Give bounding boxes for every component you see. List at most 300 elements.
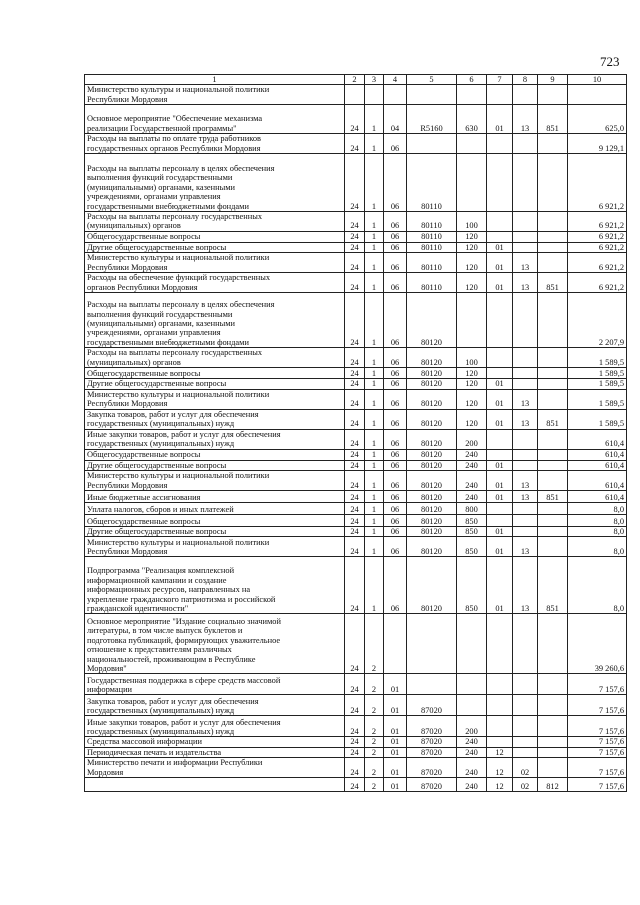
cell-col-8 bbox=[513, 527, 538, 537]
cell-col-2: 24 bbox=[345, 674, 365, 695]
cell-col-5: 80120 bbox=[407, 379, 457, 389]
cell-col-10: 7 157,6 bbox=[568, 674, 627, 695]
row-label-cell: Общегосударственные вопросы bbox=[85, 368, 345, 379]
cell-col-8 bbox=[513, 293, 538, 348]
cell-col-10: 2 207,9 bbox=[568, 293, 627, 348]
table-row bbox=[85, 212, 627, 232]
table-row bbox=[85, 242, 627, 252]
cell-col-7: 01 bbox=[487, 491, 513, 503]
cell-col-4: 06 bbox=[384, 154, 407, 212]
cell-col-9 bbox=[538, 695, 568, 716]
cell-col-8 bbox=[513, 460, 538, 470]
cell-col-8 bbox=[513, 695, 538, 716]
cell-col-5: 80120 bbox=[407, 293, 457, 348]
table-row bbox=[85, 429, 627, 449]
cell-col-4: 06 bbox=[384, 429, 407, 449]
cell-col-7 bbox=[487, 503, 513, 515]
cell-col-5: 80120 bbox=[407, 429, 457, 449]
cell-col-7 bbox=[487, 614, 513, 674]
cell-col-6 bbox=[457, 85, 487, 105]
cell-col-6: 240 bbox=[457, 737, 487, 747]
cell-col-7: 01 bbox=[487, 471, 513, 491]
table-row bbox=[85, 409, 627, 429]
cell-col-4: 06 bbox=[384, 134, 407, 154]
cell-col-8 bbox=[513, 674, 538, 695]
cell-col-3: 1 bbox=[365, 379, 384, 389]
table-row bbox=[85, 389, 627, 409]
cell-col-6: 240 bbox=[457, 758, 487, 778]
cell-col-4: 06 bbox=[384, 460, 407, 470]
cell-col-3 bbox=[365, 85, 384, 105]
cell-col-2: 24 bbox=[345, 449, 365, 460]
page-number: 723 bbox=[600, 54, 620, 69]
cell-col-2: 24 bbox=[345, 778, 365, 792]
table-row bbox=[85, 85, 627, 105]
row-label-cell: Расходы на выплаты персоналу государственных (муниципальных) органов bbox=[85, 348, 345, 368]
cell-col-5: 80110 bbox=[407, 242, 457, 252]
cell-col-6: 120 bbox=[457, 273, 487, 293]
cell-col-9 bbox=[538, 471, 568, 491]
cell-col-5: 80120 bbox=[407, 515, 457, 527]
cell-col-6: 120 bbox=[457, 409, 487, 429]
cell-col-9 bbox=[538, 231, 568, 242]
cell-col-7: 01 bbox=[487, 527, 513, 537]
cell-col-4: 06 bbox=[384, 212, 407, 232]
cell-col-10: 1 589,5 bbox=[568, 409, 627, 429]
cell-col-4: 01 bbox=[384, 695, 407, 716]
cell-col-9 bbox=[538, 758, 568, 778]
row-label-cell: Другие общегосударственные вопросы bbox=[85, 460, 345, 470]
cell-col-5: 87020 bbox=[407, 778, 457, 792]
cell-col-10: 7 157,6 bbox=[568, 695, 627, 716]
cell-col-6 bbox=[457, 614, 487, 674]
cell-col-7: 12 bbox=[487, 778, 513, 792]
row-label-cell: Министерство культуры и национальной политики Республики Мордовия bbox=[85, 389, 345, 409]
cell-col-7: 01 bbox=[487, 379, 513, 389]
cell-col-8: 02 bbox=[513, 758, 538, 778]
cell-col-9 bbox=[538, 503, 568, 515]
table-row bbox=[85, 758, 627, 778]
table-row bbox=[85, 614, 627, 674]
table-row bbox=[85, 491, 627, 503]
cell-col-6: 240 bbox=[457, 491, 487, 503]
cell-col-9 bbox=[538, 449, 568, 460]
cell-col-5: 80120 bbox=[407, 449, 457, 460]
cell-col-6: 850 bbox=[457, 527, 487, 537]
cell-col-8 bbox=[513, 348, 538, 368]
cell-col-8: 13 bbox=[513, 389, 538, 409]
cell-col-9 bbox=[538, 293, 568, 348]
table-row bbox=[85, 695, 627, 716]
cell-col-6: 120 bbox=[457, 242, 487, 252]
row-label-cell: Министерство культуры и национальной политики Республики Мордовия bbox=[85, 537, 345, 557]
cell-col-10: 610,4 bbox=[568, 491, 627, 503]
cell-col-5: 87020 bbox=[407, 758, 457, 778]
table-row bbox=[85, 154, 627, 212]
cell-col-3: 2 bbox=[365, 674, 384, 695]
table-row bbox=[85, 253, 627, 273]
cell-col-10: 7 157,6 bbox=[568, 716, 627, 737]
cell-col-8 bbox=[513, 231, 538, 242]
cell-col-3: 1 bbox=[365, 212, 384, 232]
cell-col-2: 24 bbox=[345, 293, 365, 348]
cell-col-9 bbox=[538, 212, 568, 232]
cell-col-5 bbox=[407, 134, 457, 154]
cell-col-5: 87020 bbox=[407, 737, 457, 747]
cell-col-5: 80120 bbox=[407, 537, 457, 557]
cell-col-8 bbox=[513, 429, 538, 449]
cell-col-10: 610,4 bbox=[568, 471, 627, 491]
cell-col-3: 2 bbox=[365, 758, 384, 778]
cell-col-2: 24 bbox=[345, 527, 365, 537]
row-label-cell: Уплата налогов, сборов и иных платежей bbox=[85, 503, 345, 515]
cell-col-3: 1 bbox=[365, 105, 384, 134]
cell-col-5 bbox=[407, 674, 457, 695]
cell-col-6 bbox=[457, 134, 487, 154]
cell-col-7 bbox=[487, 737, 513, 747]
cell-col-8: 02 bbox=[513, 778, 538, 792]
cell-col-7: 01 bbox=[487, 389, 513, 409]
cell-col-4: 06 bbox=[384, 293, 407, 348]
cell-col-10: 1 589,5 bbox=[568, 368, 627, 379]
cell-col-10: 610,4 bbox=[568, 429, 627, 449]
cell-col-10: 1 589,5 bbox=[568, 348, 627, 368]
cell-col-6: 100 bbox=[457, 348, 487, 368]
cell-col-10: 8,0 bbox=[568, 515, 627, 527]
row-label-cell: Основное мероприятие "Издание социально значимой литературы, в том числе выпуск буклетов и подготовка публикаций, формирующих уважительное отношение к представителям различных национальностей, проживающим в Республике Мордовия" bbox=[85, 614, 345, 674]
cell-col-6: 240 bbox=[457, 471, 487, 491]
cell-col-7 bbox=[487, 429, 513, 449]
cell-col-6: 120 bbox=[457, 379, 487, 389]
cell-col-10: 1 589,5 bbox=[568, 389, 627, 409]
cell-col-7 bbox=[487, 85, 513, 105]
cell-col-2: 24 bbox=[345, 389, 365, 409]
cell-col-10: 7 157,6 bbox=[568, 758, 627, 778]
cell-col-6: 240 bbox=[457, 747, 487, 757]
cell-col-9 bbox=[538, 154, 568, 212]
cell-col-10: 6 921,2 bbox=[568, 242, 627, 252]
cell-col-6: 120 bbox=[457, 231, 487, 242]
cell-col-8 bbox=[513, 716, 538, 737]
cell-col-7 bbox=[487, 231, 513, 242]
cell-col-5: 80110 bbox=[407, 273, 457, 293]
row-label-cell: Общегосударственные вопросы bbox=[85, 515, 345, 527]
cell-col-4: 06 bbox=[384, 348, 407, 368]
table-row bbox=[85, 105, 627, 134]
cell-col-8: 13 bbox=[513, 491, 538, 503]
cell-col-9 bbox=[538, 716, 568, 737]
table-row bbox=[85, 716, 627, 737]
cell-col-2: 24 bbox=[345, 429, 365, 449]
cell-col-10: 625,0 bbox=[568, 105, 627, 134]
cell-col-5: 80110 bbox=[407, 154, 457, 212]
cell-col-8: 13 bbox=[513, 273, 538, 293]
cell-col-8 bbox=[513, 154, 538, 212]
row-label-cell: Другие общегосударственные вопросы bbox=[85, 379, 345, 389]
cell-col-10: 8,0 bbox=[568, 527, 627, 537]
row-label-cell: Министерство культуры и национальной политики Республики Мордовия bbox=[85, 85, 345, 105]
cell-col-3: 1 bbox=[365, 134, 384, 154]
cell-col-4: 06 bbox=[384, 557, 407, 614]
row-label-cell: Иные бюджетные ассигнования bbox=[85, 491, 345, 503]
cell-col-6: 200 bbox=[457, 429, 487, 449]
cell-col-8: 13 bbox=[513, 537, 538, 557]
cell-col-6 bbox=[457, 674, 487, 695]
cell-col-4: 06 bbox=[384, 389, 407, 409]
cell-col-5: 80120 bbox=[407, 348, 457, 368]
cell-col-4: 06 bbox=[384, 449, 407, 460]
cell-col-2: 24 bbox=[345, 716, 365, 737]
row-label-cell: Иные закупки товаров, работ и услуг для обеспечения государственных (муниципальных) нужд bbox=[85, 429, 345, 449]
cell-col-7: 01 bbox=[487, 557, 513, 614]
cell-col-5: 87020 bbox=[407, 695, 457, 716]
cell-col-9 bbox=[538, 429, 568, 449]
row-label-cell: Расходы на выплаты персоналу в целях обеспечения выполнения функций государственными (муниципальными) органами, казенными учреждениями, органами управления государственными внебюджетными фондами bbox=[85, 293, 345, 348]
cell-col-3: 1 bbox=[365, 293, 384, 348]
cell-col-4: 06 bbox=[384, 515, 407, 527]
cell-col-7 bbox=[487, 293, 513, 348]
cell-col-6 bbox=[457, 293, 487, 348]
cell-col-3: 1 bbox=[365, 503, 384, 515]
table-row bbox=[85, 471, 627, 491]
row-label-cell: Государственная поддержка в сфере средств массовой информации bbox=[85, 674, 345, 695]
row-label-cell: Периодическая печать и издательства bbox=[85, 747, 345, 757]
cell-col-9 bbox=[538, 515, 568, 527]
cell-col-7: 12 bbox=[487, 758, 513, 778]
table-header-row bbox=[85, 75, 627, 85]
cell-col-10: 610,4 bbox=[568, 460, 627, 470]
cell-col-3: 1 bbox=[365, 273, 384, 293]
cell-col-6: 120 bbox=[457, 368, 487, 379]
row-label-cell: Общегосударственные вопросы bbox=[85, 449, 345, 460]
cell-col-3: 2 bbox=[365, 737, 384, 747]
cell-col-2: 24 bbox=[345, 212, 365, 232]
cell-col-5: 87020 bbox=[407, 747, 457, 757]
cell-col-2: 24 bbox=[345, 379, 365, 389]
cell-col-2: 24 bbox=[345, 737, 365, 747]
cell-col-7 bbox=[487, 674, 513, 695]
column-header-4: 4 bbox=[384, 75, 407, 85]
table-row bbox=[85, 273, 627, 293]
cell-col-4: 06 bbox=[384, 409, 407, 429]
cell-col-3: 1 bbox=[365, 368, 384, 379]
cell-col-9 bbox=[538, 389, 568, 409]
row-label-cell: Другие общегосударственные вопросы bbox=[85, 527, 345, 537]
cell-col-2: 24 bbox=[345, 348, 365, 368]
column-header-8: 8 bbox=[513, 75, 538, 85]
cell-col-3: 1 bbox=[365, 389, 384, 409]
cell-col-9 bbox=[538, 253, 568, 273]
row-label-cell: Расходы на выплаты персоналу государственных (муниципальных) органов bbox=[85, 212, 345, 232]
cell-col-5: 80120 bbox=[407, 460, 457, 470]
cell-col-2: 24 bbox=[345, 460, 365, 470]
cell-col-7 bbox=[487, 212, 513, 232]
column-header-7: 7 bbox=[487, 75, 513, 85]
cell-col-8 bbox=[513, 449, 538, 460]
cell-col-3: 1 bbox=[365, 154, 384, 212]
cell-col-9 bbox=[538, 134, 568, 154]
column-header-10: 10 bbox=[568, 75, 627, 85]
row-label-cell: Закупка товаров, работ и услуг для обеспечения государственных (муниципальных) нужд bbox=[85, 695, 345, 716]
cell-col-5 bbox=[407, 614, 457, 674]
cell-col-4: 06 bbox=[384, 471, 407, 491]
cell-col-3: 2 bbox=[365, 778, 384, 792]
table-row bbox=[85, 231, 627, 242]
column-header-3: 3 bbox=[365, 75, 384, 85]
cell-col-10: 39 260,6 bbox=[568, 614, 627, 674]
cell-col-9: 851 bbox=[538, 409, 568, 429]
cell-col-3: 1 bbox=[365, 253, 384, 273]
column-header-5: 5 bbox=[407, 75, 457, 85]
cell-col-6: 850 bbox=[457, 515, 487, 527]
cell-col-5: 80110 bbox=[407, 212, 457, 232]
cell-col-8 bbox=[513, 242, 538, 252]
cell-col-6: 630 bbox=[457, 105, 487, 134]
cell-col-9 bbox=[538, 527, 568, 537]
cell-col-9 bbox=[538, 348, 568, 368]
cell-col-9 bbox=[538, 85, 568, 105]
cell-col-4: 01 bbox=[384, 758, 407, 778]
cell-col-2: 24 bbox=[345, 368, 365, 379]
cell-col-3: 1 bbox=[365, 449, 384, 460]
cell-col-8 bbox=[513, 85, 538, 105]
cell-col-9: 812 bbox=[538, 778, 568, 792]
row-label-cell: Министерство культуры и национальной политики Республики Мордовия bbox=[85, 253, 345, 273]
cell-col-8 bbox=[513, 614, 538, 674]
cell-col-10: 7 157,6 bbox=[568, 747, 627, 757]
cell-col-2: 24 bbox=[345, 503, 365, 515]
cell-col-3: 1 bbox=[365, 460, 384, 470]
cell-col-9 bbox=[538, 537, 568, 557]
row-label-cell: Закупка товаров, работ и услуг для обеспечения государственных (муниципальных) нужд bbox=[85, 409, 345, 429]
cell-col-3: 1 bbox=[365, 231, 384, 242]
cell-col-9 bbox=[538, 674, 568, 695]
cell-col-9: 851 bbox=[538, 491, 568, 503]
cell-col-7: 01 bbox=[487, 460, 513, 470]
cell-col-5: 80120 bbox=[407, 491, 457, 503]
cell-col-2: 24 bbox=[345, 273, 365, 293]
cell-col-7 bbox=[487, 716, 513, 737]
cell-col-8: 13 bbox=[513, 471, 538, 491]
cell-col-4: 04 bbox=[384, 105, 407, 134]
cell-col-7 bbox=[487, 134, 513, 154]
cell-col-8 bbox=[513, 368, 538, 379]
cell-col-7 bbox=[487, 368, 513, 379]
cell-col-3: 1 bbox=[365, 409, 384, 429]
row-label-cell: Общегосударственные вопросы bbox=[85, 231, 345, 242]
cell-col-2: 24 bbox=[345, 557, 365, 614]
cell-col-3: 2 bbox=[365, 695, 384, 716]
cell-col-2: 24 bbox=[345, 537, 365, 557]
column-header-9: 9 bbox=[538, 75, 568, 85]
cell-col-3: 1 bbox=[365, 515, 384, 527]
cell-col-7 bbox=[487, 695, 513, 716]
table-row bbox=[85, 348, 627, 368]
cell-col-10: 1 589,5 bbox=[568, 379, 627, 389]
cell-col-6: 100 bbox=[457, 212, 487, 232]
cell-col-10: 7 157,6 bbox=[568, 737, 627, 747]
cell-col-10 bbox=[568, 85, 627, 105]
table-row bbox=[85, 527, 627, 537]
table-row bbox=[85, 368, 627, 379]
cell-col-7: 01 bbox=[487, 409, 513, 429]
cell-col-2: 24 bbox=[345, 154, 365, 212]
cell-col-4: 06 bbox=[384, 231, 407, 242]
cell-col-3: 2 bbox=[365, 747, 384, 757]
cell-col-3: 1 bbox=[365, 557, 384, 614]
cell-col-8 bbox=[513, 747, 538, 757]
cell-col-8 bbox=[513, 134, 538, 154]
cell-col-4: 01 bbox=[384, 716, 407, 737]
cell-col-6: 120 bbox=[457, 253, 487, 273]
cell-col-7 bbox=[487, 515, 513, 527]
cell-col-7: 01 bbox=[487, 242, 513, 252]
row-label-cell: Средства массовой информации bbox=[85, 737, 345, 747]
cell-col-10: 7 157,6 bbox=[568, 778, 627, 792]
cell-col-5: 80120 bbox=[407, 368, 457, 379]
row-label-cell: Основное мероприятие "Обеспечение механизма реализации Государственной программы" bbox=[85, 105, 345, 134]
column-header-1: 1 bbox=[85, 75, 345, 85]
cell-col-8 bbox=[513, 379, 538, 389]
cell-col-10: 6 921,2 bbox=[568, 154, 627, 212]
cell-col-3: 1 bbox=[365, 527, 384, 537]
cell-col-6: 850 bbox=[457, 557, 487, 614]
cell-col-8 bbox=[513, 503, 538, 515]
cell-col-6: 800 bbox=[457, 503, 487, 515]
cell-col-7: 12 bbox=[487, 747, 513, 757]
row-label-cell: Министерство культуры и национальной политики Республики Мордовия bbox=[85, 471, 345, 491]
cell-col-4: 01 bbox=[384, 737, 407, 747]
cell-col-9 bbox=[538, 368, 568, 379]
cell-col-7: 01 bbox=[487, 105, 513, 134]
cell-col-3: 1 bbox=[365, 471, 384, 491]
cell-col-5: 80120 bbox=[407, 409, 457, 429]
cell-col-3: 2 bbox=[365, 614, 384, 674]
table-row bbox=[85, 460, 627, 470]
cell-col-2: 24 bbox=[345, 471, 365, 491]
cell-col-2: 24 bbox=[345, 747, 365, 757]
cell-col-10: 8,0 bbox=[568, 537, 627, 557]
cell-col-7 bbox=[487, 154, 513, 212]
cell-col-6: 240 bbox=[457, 460, 487, 470]
cell-col-6: 200 bbox=[457, 716, 487, 737]
cell-col-4 bbox=[384, 614, 407, 674]
cell-col-3: 1 bbox=[365, 537, 384, 557]
cell-col-6 bbox=[457, 695, 487, 716]
cell-col-4: 06 bbox=[384, 273, 407, 293]
cell-col-9 bbox=[538, 737, 568, 747]
row-label-cell: Иные закупки товаров, работ и услуг для обеспечения государственных (муниципальных) нужд bbox=[85, 716, 345, 737]
table-row bbox=[85, 134, 627, 154]
cell-col-9 bbox=[538, 379, 568, 389]
cell-col-5: 80120 bbox=[407, 389, 457, 409]
cell-col-7: 01 bbox=[487, 253, 513, 273]
cell-col-3: 1 bbox=[365, 242, 384, 252]
row-label-cell: Расходы на выплаты по оплате труда работников государственных органов Республики Мордовия bbox=[85, 134, 345, 154]
column-header-2: 2 bbox=[345, 75, 365, 85]
cell-col-6: 850 bbox=[457, 537, 487, 557]
cell-col-4: 06 bbox=[384, 379, 407, 389]
cell-col-4: 06 bbox=[384, 242, 407, 252]
cell-col-3: 1 bbox=[365, 429, 384, 449]
cell-col-8 bbox=[513, 212, 538, 232]
row-label-cell bbox=[85, 778, 345, 792]
cell-col-7: 01 bbox=[487, 273, 513, 293]
row-label-cell: Другие общегосударственные вопросы bbox=[85, 242, 345, 252]
cell-col-2: 24 bbox=[345, 758, 365, 778]
cell-col-8: 13 bbox=[513, 253, 538, 273]
cell-col-6 bbox=[457, 154, 487, 212]
